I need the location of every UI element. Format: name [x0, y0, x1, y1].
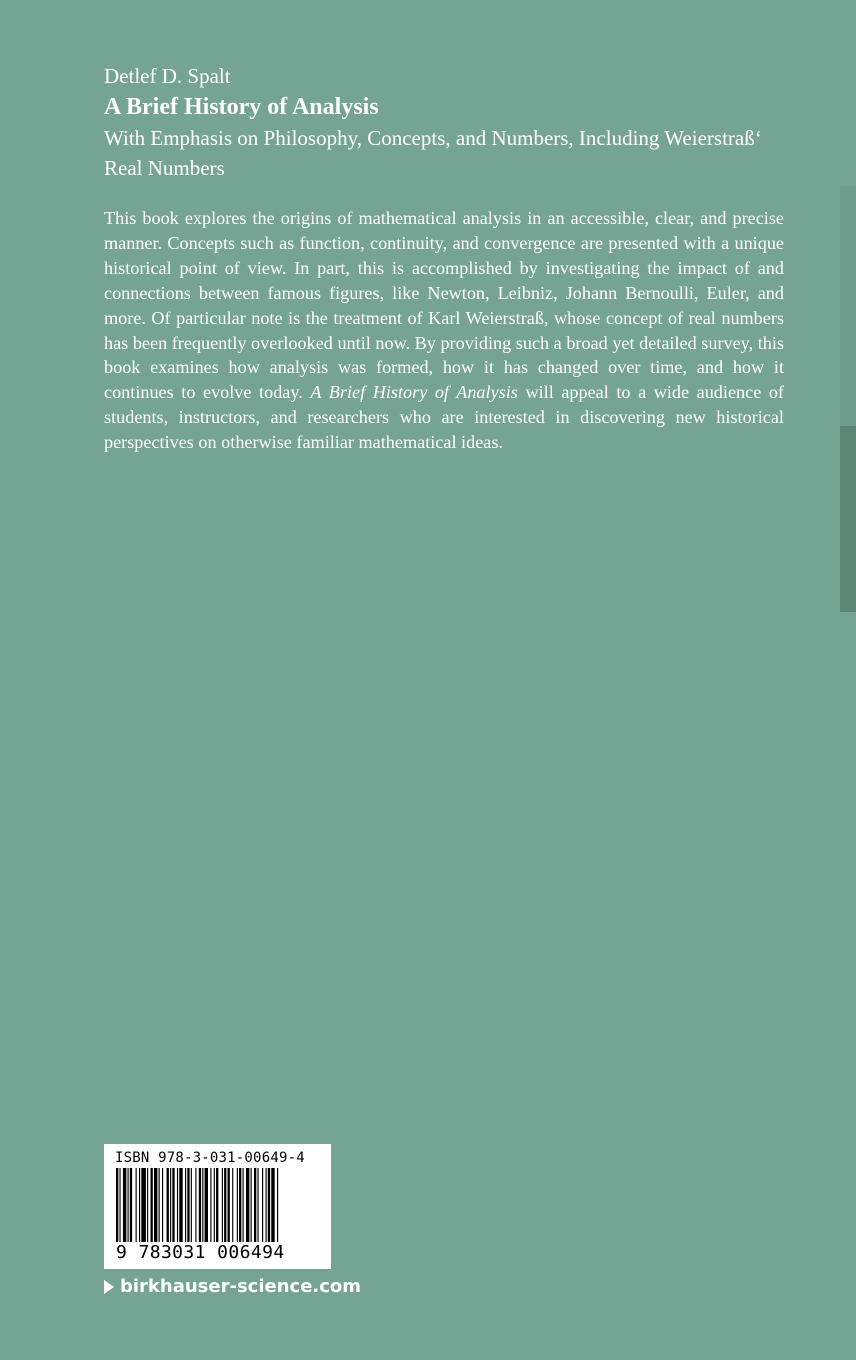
barcode-bar [167, 1168, 169, 1244]
barcode-bar [268, 1168, 270, 1244]
barcode-bar [214, 1168, 215, 1244]
barcode-bar [228, 1168, 230, 1244]
barcode-bar [222, 1168, 223, 1244]
barcode-bar [224, 1168, 226, 1244]
barcode-bar [172, 1168, 174, 1244]
publisher-website-text: birkhauser-science.com [120, 1276, 362, 1297]
barcode-bar [251, 1168, 252, 1244]
barcode-bar [136, 1168, 137, 1244]
publisher-website-link[interactable] [104, 1275, 361, 1299]
barcode-bar [216, 1168, 218, 1244]
barcode-bar [257, 1168, 258, 1244]
description-end-text: will appeal to a wide audience of students, instructors, and researchers who are interested in discovering new historical perspectives on otherwise familiar mathematical ideas. [104, 382, 784, 453]
barcode-bar [246, 1168, 249, 1244]
isbn-barcode [104, 1144, 331, 1269]
barcode-bar [271, 1168, 274, 1244]
barcode-bar [139, 1168, 140, 1244]
spine-band-dark [840, 426, 856, 612]
barcode-bar [210, 1168, 211, 1244]
barcode-bar [266, 1168, 267, 1244]
barcode-bar [191, 1168, 192, 1244]
barcode-bar [195, 1168, 196, 1244]
barcode-bar [239, 1168, 241, 1244]
barcode-bar [254, 1168, 256, 1244]
barcode-bar [262, 1168, 263, 1244]
barcode-bar [179, 1168, 182, 1244]
barcode-bar [159, 1168, 160, 1244]
barcode-bar [123, 1168, 126, 1244]
barcode-bar [162, 1168, 163, 1244]
barcode-bar [130, 1168, 132, 1244]
spine-band-light [840, 186, 856, 426]
barcode-bar [154, 1168, 157, 1244]
barcode-bar [185, 1168, 186, 1244]
book-description [104, 206, 784, 455]
isbn-label: ISBN 978-3-031-00649-4 [115, 1150, 305, 1166]
barcode-bar [147, 1168, 148, 1244]
barcode-bar [237, 1168, 238, 1244]
barcode-bar [177, 1168, 178, 1244]
description-main-text: This book explores the origins of mathematical analysis in an accessible, clear, and precise manner. Concepts such as function, continuity, and convergence are presented with a unique historical point of view. In part, this is accomplished by investigating the impact of and connections between famous figures, like Newton, Leibniz, Johann Bernoulli, Euler, and more. Of particular note is the treatment of Karl Weierstraß, whose concept of real numbers has been frequently overlooked until now. By providing such a broad yet detailed survey, this book examines how analysis was formed, how it has changed over time, and how it continues to evolve today. [104, 208, 784, 403]
barcode-bar [170, 1168, 171, 1244]
barcode-bar [232, 1168, 233, 1244]
description-title-reference: A Brief History of Analysis [310, 382, 518, 403]
barcode-bar [187, 1168, 189, 1244]
author-name: Detlef D. Spalt [104, 64, 231, 88]
barcode-digits: 9 783031 006494 [116, 1242, 285, 1263]
barcode-bar [205, 1168, 208, 1244]
book-subtitle: With Emphasis on Philosophy, Concepts, and Numbers, Including Weierstraß‘ Real Numbers [104, 126, 762, 180]
barcode-bar [243, 1168, 244, 1244]
book-title: A Brief History of Analysis [104, 94, 379, 120]
barcode-bar [141, 1168, 146, 1244]
arrow-right-icon [104, 1280, 114, 1294]
barcode-bar [151, 1168, 153, 1244]
barcode-bar [128, 1168, 129, 1244]
